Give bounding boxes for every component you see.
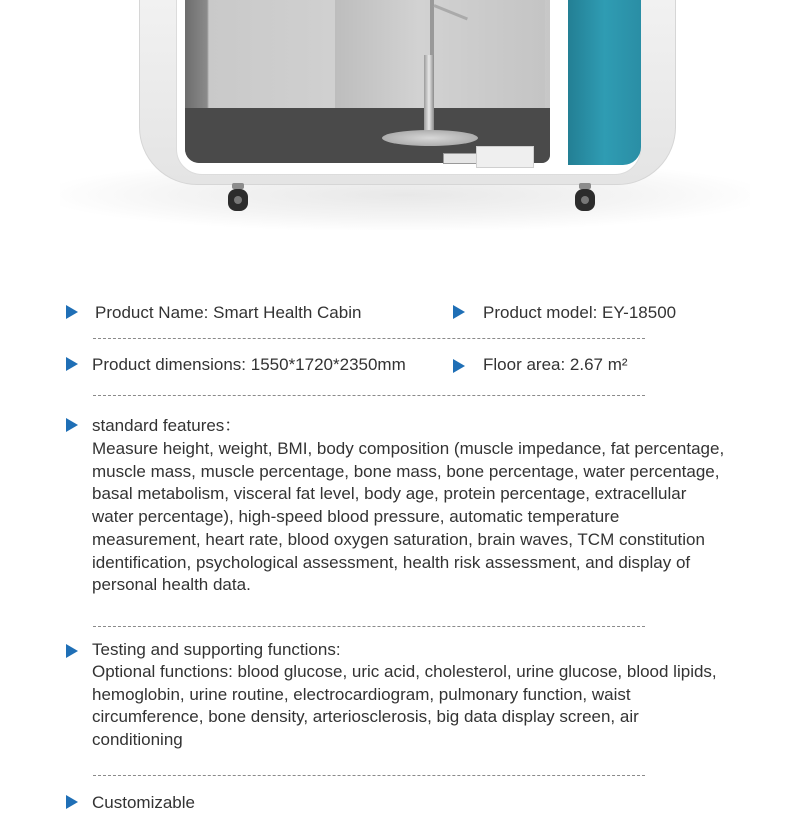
triangle-right-icon	[66, 644, 78, 658]
triangle-right-icon	[66, 418, 78, 432]
floor-area: Floor area: 2.67 m²	[483, 355, 628, 374]
product-image	[0, 0, 790, 230]
product-name: Product Name: Smart Health Cabin	[95, 303, 362, 322]
triangle-right-icon	[66, 305, 78, 319]
product-model: Product model: EY-18500	[483, 303, 677, 322]
stand-base	[382, 130, 478, 146]
divider	[93, 338, 645, 339]
triangle-right-icon	[66, 357, 78, 371]
scale-tab	[443, 153, 479, 164]
testing-functions-text: Optional functions: blood glucose, uric acid, cholesterol, urine glucose, blood lipids, hemoglobin, urine routine, electrocardiogram, pulmonary function, waist circumference, bone density, arteriosclerosis, big data display screen, air conditioning	[92, 662, 717, 750]
testing-functions-heading: Testing and supporting functions:	[92, 640, 341, 659]
cabin-interior	[185, 0, 550, 163]
caster-wheel-right	[575, 183, 595, 211]
caster-wheel-left	[228, 183, 248, 211]
triangle-right-icon	[453, 359, 465, 373]
triangle-right-icon	[66, 795, 78, 809]
divider	[93, 395, 645, 396]
product-dimensions: Product dimensions: 1550*1720*2350mm	[92, 355, 406, 374]
cabin-wall-panel	[335, 0, 545, 108]
standard-features-heading: standard features：	[92, 416, 242, 435]
scale-plate	[476, 146, 534, 168]
stand-pole	[424, 55, 434, 140]
cabin-door-panel	[568, 0, 641, 165]
divider	[93, 626, 645, 627]
triangle-right-icon	[453, 305, 465, 319]
standard-features-text: Measure height, weight, BMI, body composition (muscle impedance, fat percentage, muscle mass, muscle percentage, bone mass, bone percentage, water percentage, basal metabolism, visceral fat level, body age, protein percentage, extracellular water percentage), high-speed blood pressure, automatic temperature measurement, heart rate, blood oxygen saturation, brain waves, TCM constitution identification, psychological assessment, health risk assessment, and display of personal health data.	[92, 439, 725, 595]
measuring-rod	[430, 0, 434, 58]
customizable-heading: Customizable	[92, 793, 195, 812]
divider	[93, 775, 645, 776]
